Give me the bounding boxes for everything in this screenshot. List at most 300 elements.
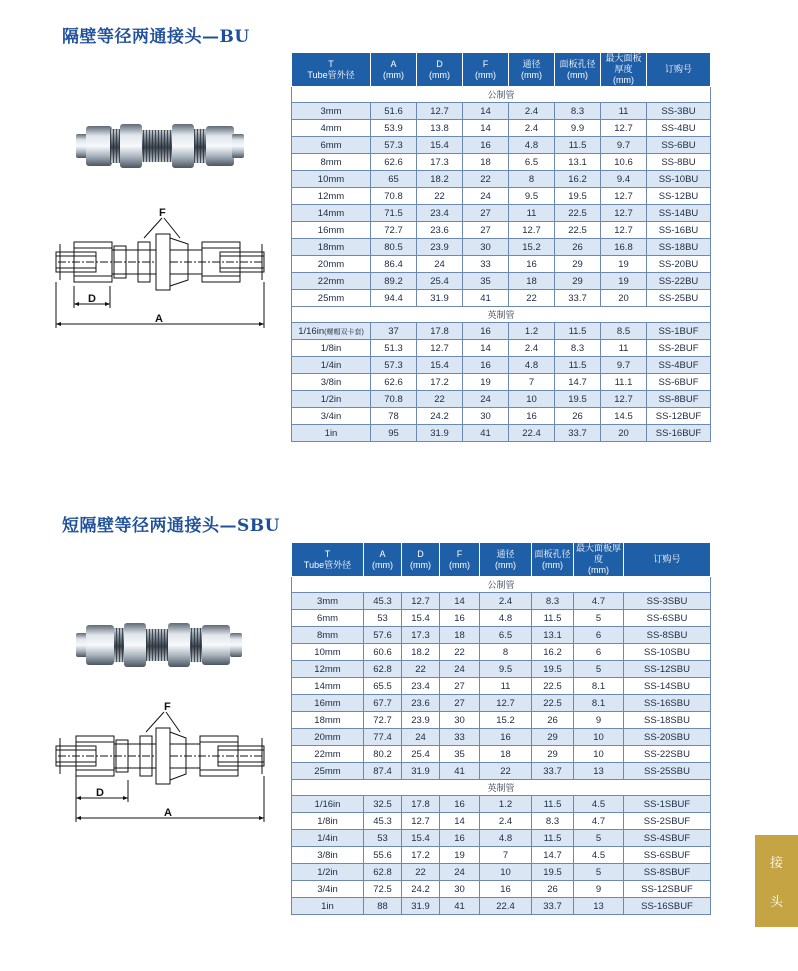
cell-a: 72.7 (364, 712, 402, 729)
cell-thick: 4.5 (574, 796, 624, 813)
group-header-row (292, 577, 711, 593)
section-title-bu: 隔壁等径两通接头—BU (62, 27, 250, 47)
group-header-row (292, 87, 711, 103)
cell-f: 24 (463, 188, 509, 205)
tube-size: 3/8in (317, 849, 338, 861)
cell-a: 67.7 (364, 695, 402, 712)
cell-a: 62.8 (364, 661, 402, 678)
tube-size: 1/8in (317, 815, 338, 827)
cell-d: 12.7 (417, 103, 463, 120)
cell-thick: 19 (601, 273, 647, 290)
tube-size: 1/2in (317, 866, 338, 878)
cell-f: 24 (440, 864, 480, 881)
cell-order: SS-6BUF (647, 374, 711, 391)
cell-hole: 19.5 (555, 188, 601, 205)
cell-thick: 13 (574, 898, 624, 915)
cell-d: 18.2 (402, 644, 440, 661)
cell-d: 17.2 (402, 847, 440, 864)
cell-thick: 16.8 (601, 239, 647, 256)
cell-a: 55.6 (364, 847, 402, 864)
cell-a: 53 (364, 830, 402, 847)
cell-order: SS-6SBUF (624, 847, 711, 864)
cell-bore: 22.4 (509, 425, 555, 442)
cell-thick: 10.6 (601, 154, 647, 171)
cell-hole: 13.1 (555, 154, 601, 171)
cell-tube-od (292, 593, 364, 610)
group-header-row (292, 780, 711, 796)
cell-hole: 19.5 (532, 661, 574, 678)
cell-bore: 11 (509, 205, 555, 222)
cell-bore: 6.5 (509, 154, 555, 171)
tube-size: 16mm (314, 697, 341, 709)
cell-hole: 11.5 (532, 796, 574, 813)
cell-f: 41 (440, 898, 480, 915)
cell-tube-od (292, 391, 371, 408)
tube-size: 10mm (314, 646, 341, 658)
cell-d: 25.4 (417, 273, 463, 290)
cell-f: 30 (440, 712, 480, 729)
cell-f: 14 (463, 120, 509, 137)
cell-bore: 22 (509, 290, 555, 307)
cell-d: 24.2 (417, 408, 463, 425)
cell-tube-od (292, 137, 371, 154)
cell-f: 14 (463, 103, 509, 120)
column-header: 最大面板厚度 (mm) (574, 543, 624, 577)
tube-size: 22mm (317, 275, 345, 287)
cell-f: 30 (463, 239, 509, 256)
table-row (292, 796, 711, 813)
cell-tube-od (292, 154, 371, 171)
cell-tube-od (292, 729, 364, 746)
cell-hole: 19.5 (532, 864, 574, 881)
cell-d: 23.6 (417, 222, 463, 239)
tube-size: 22mm (314, 748, 341, 760)
table-row (292, 323, 711, 340)
tube-size: 25mm (317, 292, 345, 304)
column-header: 订购号 (624, 543, 711, 577)
cell-hole: 14.7 (555, 374, 601, 391)
tube-size: 14mm (317, 207, 345, 219)
cell-f: 41 (463, 290, 509, 307)
cell-tube-od (292, 120, 371, 137)
cell-thick: 11.1 (601, 374, 647, 391)
cell-d: 17.2 (417, 374, 463, 391)
cell-hole: 19.5 (555, 391, 601, 408)
cell-d: 17.8 (402, 796, 440, 813)
cell-d: 24 (402, 729, 440, 746)
cell-f: 27 (440, 678, 480, 695)
cell-tube-od (292, 357, 371, 374)
cell-a: 37 (371, 323, 417, 340)
cell-hole: 8.3 (555, 103, 601, 120)
cell-thick: 20 (601, 425, 647, 442)
table-row (292, 137, 711, 154)
column-header: 订购号 (647, 53, 711, 87)
cell-tube-od (292, 340, 371, 357)
cell-bore: 8 (509, 171, 555, 188)
table-row (292, 290, 711, 307)
cell-d: 15.4 (402, 830, 440, 847)
cell-d: 15.4 (417, 357, 463, 374)
cell-d: 24.2 (402, 881, 440, 898)
cell-order: SS-18BU (647, 239, 711, 256)
cell-a: 87.4 (364, 763, 402, 780)
cell-thick: 10 (574, 729, 624, 746)
tube-size: 3mm (316, 595, 339, 607)
cell-order: SS-4BU (647, 120, 711, 137)
cell-a: 80.2 (364, 746, 402, 763)
cell-bore: 15.2 (480, 712, 532, 729)
cell-a: 72.5 (364, 881, 402, 898)
table-row (292, 391, 711, 408)
cell-f: 33 (440, 729, 480, 746)
cell-order: SS-3SBU (624, 593, 711, 610)
tube-size: 6mm (320, 139, 342, 151)
cell-tube-od (292, 813, 364, 830)
tube-size: 1/8in (320, 342, 342, 354)
cell-d: 31.9 (402, 763, 440, 780)
cell-tube-od (292, 188, 371, 205)
cell-bore: 2.4 (509, 103, 555, 120)
table-row (292, 678, 711, 695)
cell-thick: 6 (574, 627, 624, 644)
column-header: F (mm) (463, 53, 509, 87)
cell-hole: 22.5 (555, 222, 601, 239)
fitting-photo-sbu (74, 617, 262, 675)
cell-order: SS-1BUF (647, 323, 711, 340)
cell-d: 31.9 (417, 425, 463, 442)
cell-order: SS-6SBU (624, 610, 711, 627)
column-header: T Tube管外径 (292, 53, 371, 87)
cell-bore: 7 (509, 374, 555, 391)
cell-tube-od (292, 205, 371, 222)
cell-bore: 8 (480, 644, 532, 661)
cell-thick: 20 (601, 290, 647, 307)
cell-tube-od (292, 898, 364, 915)
drawing-label-a: A (164, 807, 172, 819)
cell-bore: 22.4 (480, 898, 532, 915)
cell-d: 15.4 (402, 610, 440, 627)
cell-f: 18 (440, 627, 480, 644)
column-header: 面板孔径 (mm) (532, 543, 574, 577)
cell-d: 23.9 (402, 712, 440, 729)
cell-a: 32.5 (364, 796, 402, 813)
table-row (292, 627, 711, 644)
table-row (292, 593, 711, 610)
cell-a: 94.4 (371, 290, 417, 307)
cell-order: SS-16BUF (647, 425, 711, 442)
drawing-label-d: D (96, 787, 104, 799)
cell-hole: 29 (532, 746, 574, 763)
cell-a: 77.4 (364, 729, 402, 746)
column-header: D (mm) (402, 543, 440, 577)
cell-f: 30 (440, 881, 480, 898)
cell-hole: 26 (555, 239, 601, 256)
cell-bore: 11 (480, 678, 532, 695)
spec-table-bu (291, 52, 711, 442)
cell-f: 16 (440, 830, 480, 847)
cell-bore: 9.5 (509, 188, 555, 205)
cell-d: 17.3 (417, 154, 463, 171)
cell-hole: 16.2 (532, 644, 574, 661)
side-tab-fittings[interactable] (755, 835, 798, 927)
cell-thick: 12.7 (601, 391, 647, 408)
cell-order: SS-22BU (647, 273, 711, 290)
cell-tube-od (292, 610, 364, 627)
cell-bore: 10 (480, 864, 532, 881)
cell-hole: 22.5 (555, 205, 601, 222)
cell-hole: 8.3 (532, 593, 574, 610)
cell-hole: 26 (555, 408, 601, 425)
cell-tube-od (292, 678, 364, 695)
cell-hole: 11.5 (532, 830, 574, 847)
cell-a: 72.7 (371, 222, 417, 239)
table-row (292, 830, 711, 847)
cell-d: 13.8 (417, 120, 463, 137)
cell-thick: 5 (574, 661, 624, 678)
tube-size: 3/4in (320, 410, 342, 422)
cell-thick: 8.1 (574, 678, 624, 695)
cell-tube-od (292, 627, 364, 644)
cell-bore: 2.4 (480, 813, 532, 830)
cell-f: 16 (463, 323, 509, 340)
cell-hole: 33.7 (555, 425, 601, 442)
table-row (292, 103, 711, 120)
table-row (292, 256, 711, 273)
cell-hole: 29 (555, 273, 601, 290)
table-row (292, 729, 711, 746)
cell-f: 14 (440, 593, 480, 610)
table-row (292, 222, 711, 239)
cell-order: SS-20BU (647, 256, 711, 273)
cell-hole: 33.7 (532, 898, 574, 915)
cell-f: 16 (440, 796, 480, 813)
cell-a: 71.5 (371, 205, 417, 222)
cell-thick: 13 (574, 763, 624, 780)
cell-f: 41 (440, 763, 480, 780)
cell-hole: 26 (532, 712, 574, 729)
cell-hole: 8.3 (532, 813, 574, 830)
table-row (292, 188, 711, 205)
tube-size: 1/4in (320, 359, 342, 371)
table-row (292, 120, 711, 137)
cell-a: 89.2 (371, 273, 417, 290)
cell-bore: 2.4 (509, 120, 555, 137)
drawing-label-d: D (88, 293, 96, 305)
side-tab-char: 接 (769, 856, 783, 871)
cell-tube-od (292, 103, 371, 120)
cell-tube-od (292, 695, 364, 712)
cell-a: 86.4 (371, 256, 417, 273)
cell-thick: 10 (574, 746, 624, 763)
cell-bore: 4.8 (480, 610, 532, 627)
cell-a: 57.6 (364, 627, 402, 644)
cell-tube-od (292, 222, 371, 239)
tube-size: 1/4in (317, 832, 338, 844)
cell-hole: 11.5 (532, 610, 574, 627)
cell-thick: 14.5 (601, 408, 647, 425)
cell-order: SS-14SBU (624, 678, 711, 695)
cell-order: SS-14BU (647, 205, 711, 222)
cell-f: 33 (463, 256, 509, 273)
cell-f: 27 (463, 205, 509, 222)
cell-a: 45.3 (364, 813, 402, 830)
cell-hole: 11.5 (555, 323, 601, 340)
cell-bore: 16 (480, 729, 532, 746)
tube-size: 16mm (317, 224, 345, 236)
tube-size: 1in (324, 427, 338, 439)
tube-note: (螺帽双卡套) (324, 328, 364, 336)
cell-bore: 10 (509, 391, 555, 408)
cell-hole: 26 (532, 881, 574, 898)
group-label: 公制管 (292, 87, 711, 103)
tube-size: 1in (321, 900, 334, 912)
fitting-drawing-bu (52, 204, 270, 332)
cell-bore: 7 (480, 847, 532, 864)
fitting-drawing-sbu (52, 698, 270, 826)
cell-f: 19 (463, 374, 509, 391)
cell-bore: 4.8 (509, 357, 555, 374)
table-row (292, 610, 711, 627)
column-header: 通径 (mm) (509, 53, 555, 87)
cell-order: SS-2BUF (647, 340, 711, 357)
cell-tube-od (292, 746, 364, 763)
cell-hole: 9.9 (555, 120, 601, 137)
cell-tube-od (292, 847, 364, 864)
cell-d: 23.6 (402, 695, 440, 712)
cell-a: 57.3 (371, 137, 417, 154)
group-label: 公制管 (292, 577, 711, 593)
cell-thick: 4.7 (574, 813, 624, 830)
column-header: A (mm) (364, 543, 402, 577)
cell-f: 35 (463, 273, 509, 290)
cell-a: 70.8 (371, 391, 417, 408)
table-row (292, 898, 711, 915)
table-row (292, 813, 711, 830)
cell-order: SS-12BUF (647, 408, 711, 425)
cell-bore: 18 (480, 746, 532, 763)
cell-tube-od (292, 374, 371, 391)
tube-size: 1/16in (298, 325, 325, 337)
column-header: A (mm) (371, 53, 417, 87)
tube-size: 8mm (316, 629, 339, 641)
cell-order: SS-4BUF (647, 357, 711, 374)
group-header-row (292, 307, 711, 323)
table-row (292, 340, 711, 357)
cell-f: 19 (440, 847, 480, 864)
cell-d: 18.2 (417, 171, 463, 188)
table-row (292, 239, 711, 256)
table-row (292, 205, 711, 222)
cell-order: SS-10SBU (624, 644, 711, 661)
table-row (292, 746, 711, 763)
cell-hole: 33.7 (532, 763, 574, 780)
cell-tube-od (292, 239, 371, 256)
tube-size: 20mm (314, 731, 341, 743)
group-label: 英制管 (292, 780, 711, 796)
cell-d: 23.4 (402, 678, 440, 695)
cell-order: SS-18SBU (624, 712, 711, 729)
table-row (292, 357, 711, 374)
table-row (292, 154, 711, 171)
cell-thick: 8.1 (574, 695, 624, 712)
cell-hole: 8.3 (555, 340, 601, 357)
cell-a: 78 (371, 408, 417, 425)
cell-f: 35 (440, 746, 480, 763)
cell-d: 25.4 (402, 746, 440, 763)
column-header: T Tube管外径 (292, 543, 364, 577)
tube-size: 8mm (320, 156, 342, 168)
cell-a: 65 (371, 171, 417, 188)
cell-order: SS-25BU (647, 290, 711, 307)
cell-order: SS-8BUF (647, 391, 711, 408)
cell-order: SS-25SBU (624, 763, 711, 780)
cell-order: SS-22SBU (624, 746, 711, 763)
cell-thick: 5 (574, 830, 624, 847)
cell-order: SS-8SBUF (624, 864, 711, 881)
column-header: F (mm) (440, 543, 480, 577)
cell-d: 24 (417, 256, 463, 273)
cell-tube-od (292, 661, 364, 678)
cell-a: 60.6 (364, 644, 402, 661)
cell-bore: 9.5 (480, 661, 532, 678)
group-label: 英制管 (292, 307, 711, 323)
cell-order: SS-4SBUF (624, 830, 711, 847)
cell-thick: 9.7 (601, 137, 647, 154)
cell-order: SS-12SBUF (624, 881, 711, 898)
cell-order: SS-1SBUF (624, 796, 711, 813)
spec-table-sbu (291, 542, 711, 915)
cell-f: 30 (463, 408, 509, 425)
cell-hole: 22.5 (532, 695, 574, 712)
cell-f: 24 (440, 661, 480, 678)
tube-size: 12mm (314, 663, 341, 675)
cell-tube-od (292, 881, 364, 898)
tube-size: 3mm (320, 105, 342, 117)
cell-hole: 16.2 (555, 171, 601, 188)
cell-a: 57.3 (371, 357, 417, 374)
drawing-label-a: A (155, 313, 163, 325)
cell-order: SS-16SBU (624, 695, 711, 712)
cell-a: 53 (364, 610, 402, 627)
cell-a: 51.3 (371, 340, 417, 357)
drawing-label-f: F (159, 207, 166, 219)
cell-order: SS-12BU (647, 188, 711, 205)
cell-hole: 13.1 (532, 627, 574, 644)
cell-tube-od (292, 408, 371, 425)
cell-f: 14 (440, 813, 480, 830)
cell-thick: 9.7 (601, 357, 647, 374)
cell-hole: 14.7 (532, 847, 574, 864)
tube-size: 3/8in (320, 376, 342, 388)
cell-bore: 4.8 (480, 830, 532, 847)
cell-tube-od (292, 644, 364, 661)
cell-hole: 29 (532, 729, 574, 746)
cell-thick: 12.7 (601, 222, 647, 239)
cell-a: 70.8 (371, 188, 417, 205)
table-row (292, 644, 711, 661)
cell-d: 17.3 (402, 627, 440, 644)
tube-size: 3/4in (317, 883, 338, 895)
cell-a: 62.6 (371, 154, 417, 171)
cell-order: SS-2SBUF (624, 813, 711, 830)
column-header: 最大面板厚度 (mm) (601, 53, 647, 87)
cell-tube-od (292, 290, 371, 307)
cell-thick: 9.4 (601, 171, 647, 188)
cell-bore: 2.4 (480, 593, 532, 610)
cell-tube-od (292, 864, 364, 881)
table-row (292, 881, 711, 898)
